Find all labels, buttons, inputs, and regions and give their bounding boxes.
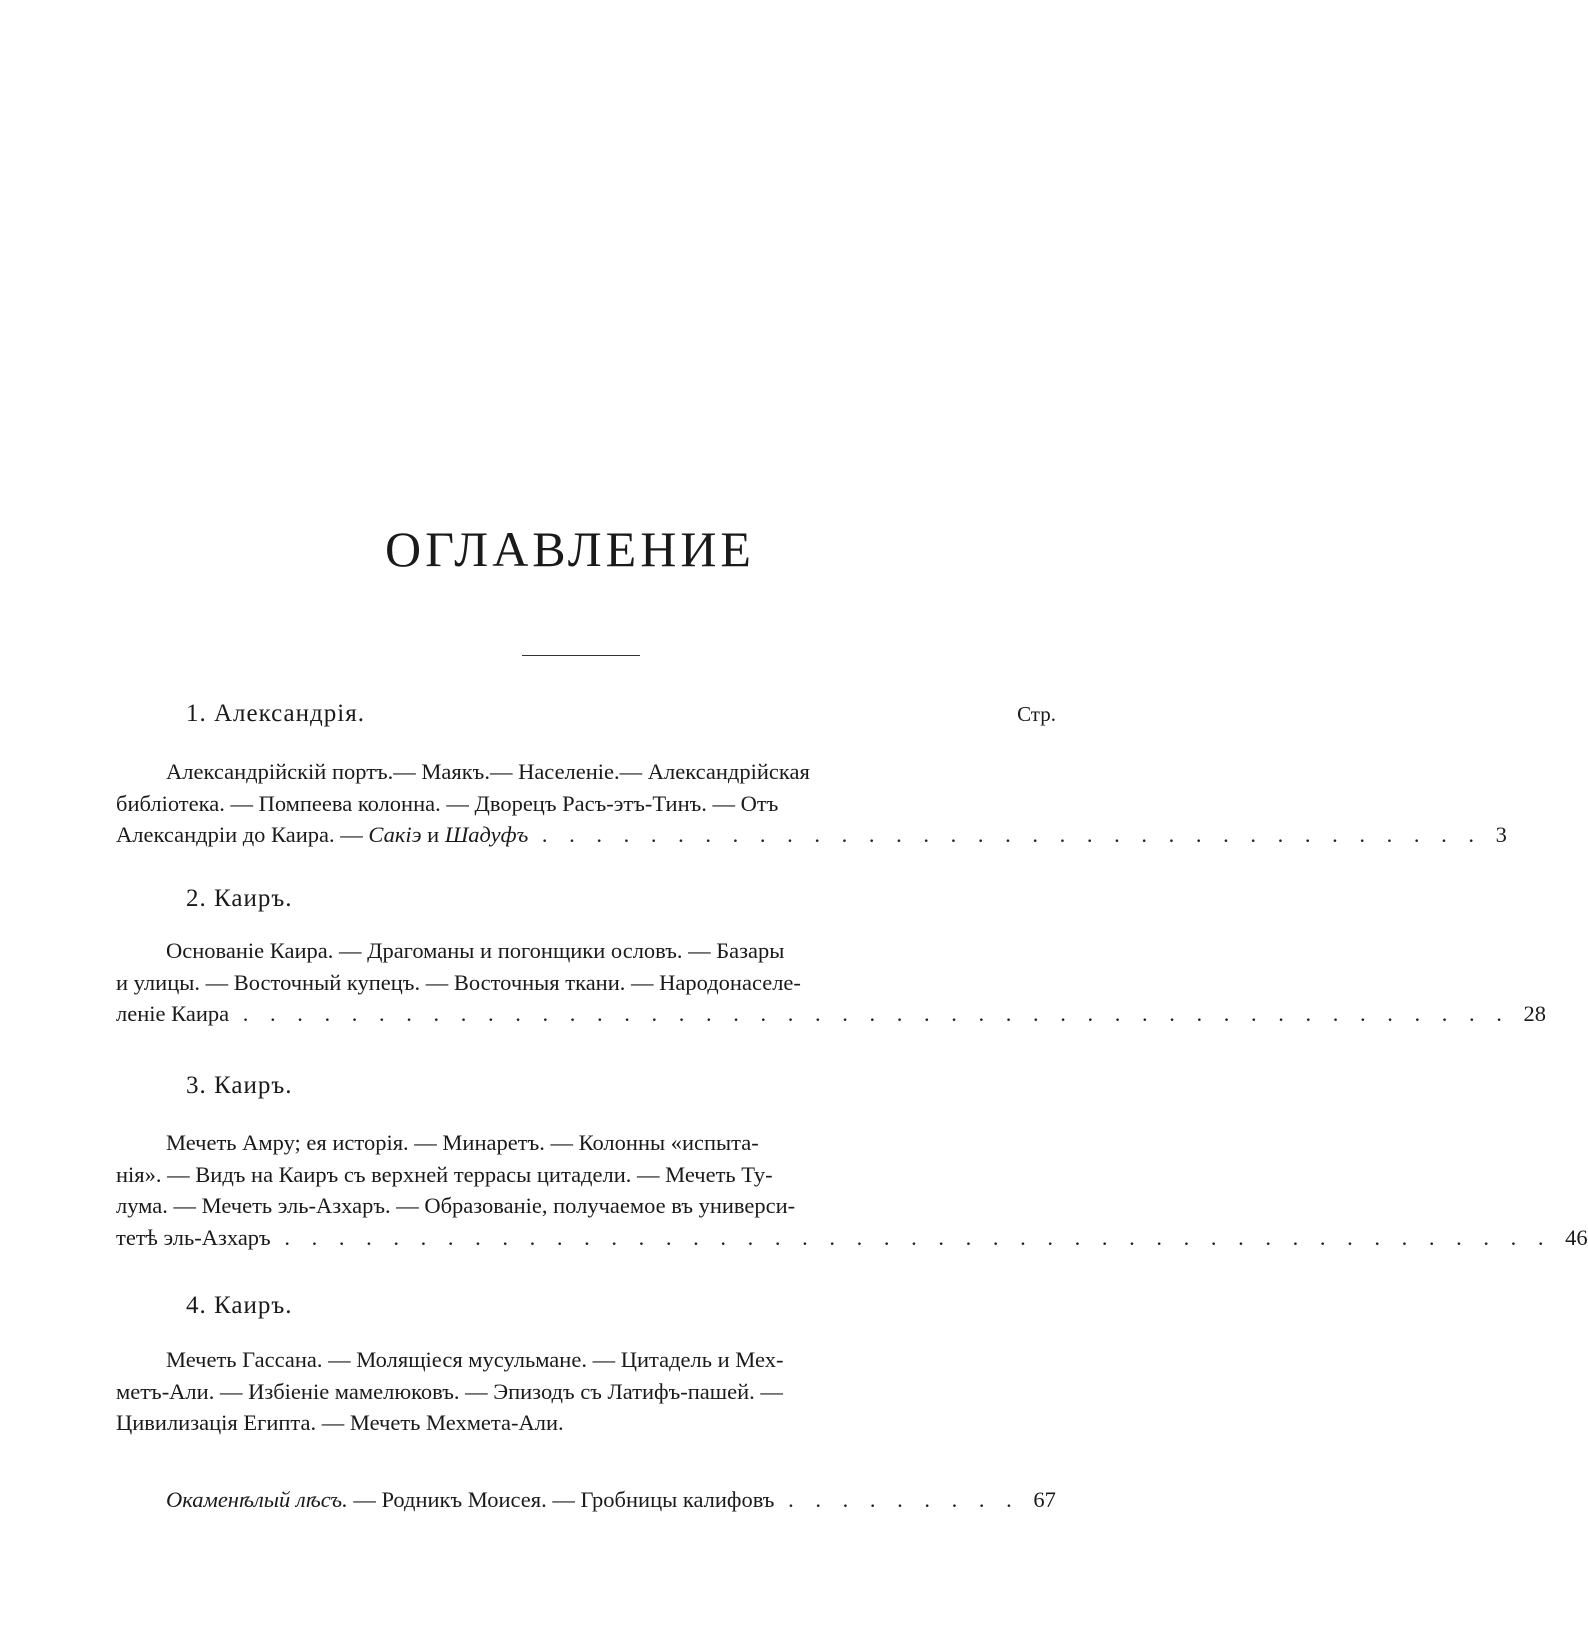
toc-entry-text: леніе Каира <box>116 1001 230 1026</box>
toc-entry-line <box>116 819 1507 851</box>
chapter-4-contents <box>116 1344 1006 1439</box>
toc-entry-line <box>116 1222 1588 1254</box>
toc-line: Цивилизація Египта. — Мечеть Мехмета-Али. <box>116 1410 564 1435</box>
chapter-2-contents <box>116 935 1546 1030</box>
toc-entry-text: Александріи до Каира. — Сакіэ и Шадуфъ <box>116 822 529 847</box>
page-column-label: Стр. <box>1017 702 1056 726</box>
toc-line: библіотека. — Помпеева колонна. — Дворецъ Расъ-этъ-Тинъ. — Отъ <box>116 790 779 816</box>
toc-line: метъ-Али. — Избіеніе мамелюковъ. — Эпизодъ съ Латифъ-пашей. — <box>116 1378 783 1404</box>
toc-entry-text: тетѣ эль-Азхаръ <box>116 1224 271 1250</box>
page-number: 3 <box>1495 822 1507 847</box>
toc-entry-line <box>116 998 1546 1030</box>
dot-leader: . . . . . . . . . . . . . . . . . . . . . . . . . . . . . . . . . . . <box>541 822 1483 847</box>
toc-line: и улицы. — Восточный купецъ. — Восточныя ткани. — Народонаселе- <box>116 969 801 995</box>
page-number: 46 <box>1565 1224 1588 1250</box>
chapter-4-extra <box>116 1484 1056 1516</box>
toc-line: лума. — Мечеть эль-Азхаръ. — Образованіе, получаемое въ универси- <box>116 1193 796 1218</box>
chapter-3-contents <box>116 1127 1588 1253</box>
dot-leader: . . . . . . . . . . . . . . . . . . . . . . . . . . . . . . . . . . . . . . . . . . . . . . . <box>284 1224 1552 1250</box>
page-number: 28 <box>1523 1001 1546 1026</box>
dot-leader: . . . . . . . . . . . . . . . . . . . . . . . . . . . . . . . . . . . . . . . . . . . . . . . <box>242 1001 1510 1026</box>
chapter-4-title: 4. Каиръ. <box>186 1292 293 1319</box>
page-title: ОГЛАВЛЕНИЕ <box>385 521 755 577</box>
chapter-1-contents <box>116 756 1507 851</box>
toc-line: Мечеть Гассана. — Молящіеся мусульмане. — Цитадель и Мех- <box>166 1347 784 1372</box>
dot-leader: . . . . . . . . . <box>788 1487 1020 1512</box>
toc-line: Основаніе Каира. — Драгоманы и погонщики ословъ. — Базары <box>166 938 785 963</box>
chapter-3-title: 3. Каиръ. <box>186 1072 293 1099</box>
chapter-1-title: 1. Александрія. <box>186 700 365 727</box>
toc-line: Мечеть Амру; ея исторія. — Минаретъ. — Колонны «испыта- <box>166 1130 759 1155</box>
toc-entry-text: Окаменѣлый лѣсъ. — Родникъ Моисея. — Гробницы калифовъ <box>166 1487 775 1512</box>
toc-entry-line <box>116 1484 1056 1516</box>
page-number: 67 <box>1033 1487 1056 1512</box>
chapter-2-title: 2. Каиръ. <box>186 885 293 912</box>
title-divider <box>522 655 640 656</box>
toc-line: нія». — Видъ на Каиръ съ верхней террасы цитадели. — Мечеть Ту- <box>116 1161 773 1187</box>
toc-line: Александрійскій портъ.— Маякъ.— Населеніе.— Александрійская <box>166 759 810 784</box>
